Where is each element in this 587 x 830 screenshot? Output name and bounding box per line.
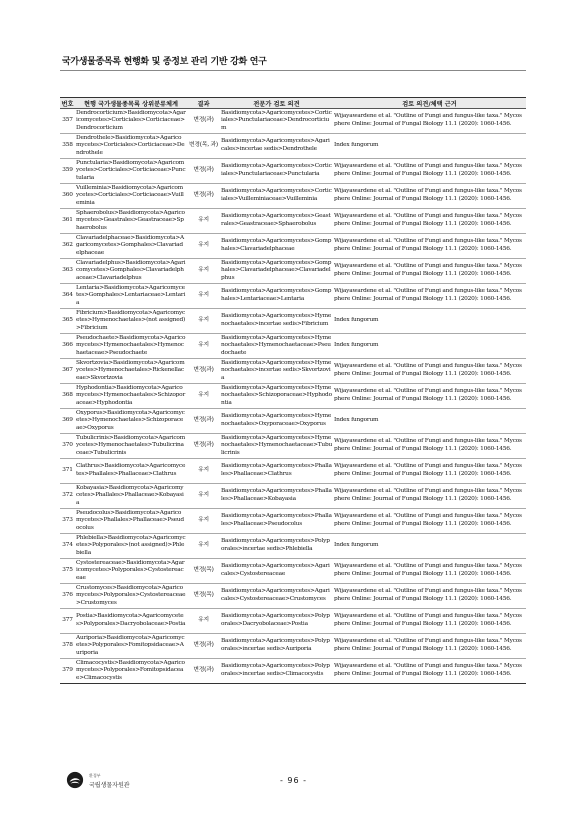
expert-opinion-cell: Basidiomycota>Agaricomycetes>Agaricales>incertae sedis>Dendrothele <box>220 134 333 159</box>
result-cell: 유지 <box>187 234 220 259</box>
result-cell: 변경(과) <box>187 359 220 384</box>
row-number: 357 <box>60 109 75 134</box>
review-basis-cell: Wijayawardene et al. "Outline of Fungi and fungus-like taxa." Mycosphere Online: Journal of Fungal Biology 11.1 (2020): 1060-1456. <box>333 634 526 659</box>
table-row <box>60 209 526 234</box>
row-number: 371 <box>60 459 75 484</box>
current-classification-cell: Clavariadelphaceae>Basidiomycota>Agaricomycetes>Gomphales>Clavariadelphaceae <box>75 234 187 259</box>
result-cell: 변경(과) <box>187 109 220 134</box>
current-classification-cell: Vuilleminia>Basidiomycota>Agaricomycetes>Corticiales>Corticiaceae>Vuilleminia <box>75 184 187 209</box>
review-basis-cell: Wijayawardene et al. "Outline of Fungi and fungus-like taxa." Mycosphere Online: Journal of Fungal Biology 11.1 (2020): 1060-1456. <box>333 359 526 384</box>
row-number: 360 <box>60 184 75 209</box>
row-number: 361 <box>60 209 75 234</box>
table-row <box>60 659 526 684</box>
row-number: 358 <box>60 134 75 159</box>
result-cell: 변경(과) <box>187 659 220 684</box>
table-header-row <box>60 98 526 109</box>
current-classification-cell: Hyphodontia>Basidiomycota>Agaricomycetes>Hymenochaetales>Schizoporaceae>Hyphodontia <box>75 384 187 409</box>
review-basis-cell: Wijayawardene et al. "Outline of Fungi and fungus-like taxa." Mycosphere Online: Journal of Fungal Biology 11.1 (2020): 1060-1456. <box>333 659 526 684</box>
review-basis-cell: Index fungorum <box>333 534 526 559</box>
expert-opinion-cell: Basidiomycota>Agaricomycetes>Hymenochaetales>Hymenochaetaceae>Tubulicrinis <box>220 434 333 459</box>
result-cell: 유지 <box>187 509 220 534</box>
row-number: 376 <box>60 584 75 609</box>
table-row <box>60 384 526 409</box>
review-basis-cell: Wijayawardene et al. "Outline of Fungi and fungus-like taxa." Mycosphere Online: Journal of Fungal Biology 11.1 (2020): 1060-1456. <box>333 284 526 309</box>
review-basis-cell: Wijayawardene et al. "Outline of Fungi and fungus-like taxa." Mycosphere Online: Journal of Fungal Biology 11.1 (2020): 1060-1456. <box>333 559 526 584</box>
page-number: - 96 - <box>279 776 308 785</box>
current-classification-cell: Sphaerobolus>Basidiomycota>Agaricomycetes>Geastrales>Geastraceae>Sphaerobolus <box>75 209 187 234</box>
table-row <box>60 284 526 309</box>
table-row <box>60 559 526 584</box>
table-row <box>60 459 526 484</box>
result-cell: 유지 <box>187 484 220 509</box>
current-classification-cell: Phlebiella>Basidiomycota>Agaricomycetes>Polyporales>(not assigned)>Phlebiella <box>75 534 187 559</box>
review-basis-cell: Wijayawardene et al. "Outline of Fungi and fungus-like taxa." Mycosphere Online: Journal of Fungal Biology 11.1 (2020): 1060-1456. <box>333 209 526 234</box>
expert-opinion-cell: Basidiomycota>Agaricomycetes>Hymenochaetales>Schizoporaceae>Hyphodontia <box>220 384 333 409</box>
row-number: 372 <box>60 484 75 509</box>
row-number: 362 <box>60 234 75 259</box>
table-body <box>60 109 526 684</box>
current-classification-cell: Clathrus>Basidiomycota>Agaricomycetes>Phallales>Phallaceae>Clathrus <box>75 459 187 484</box>
column-header-review-basis: 검토 의견/체택 근거 <box>333 98 526 109</box>
review-basis-cell: Wijayawardene et al. "Outline of Fungi and fungus-like taxa." Mycosphere Online: Journal of Fungal Biology 11.1 (2020): 1060-1456. <box>333 434 526 459</box>
table-row <box>60 234 526 259</box>
current-classification-cell: Fibricium>Basidiomycota>Agaricomycetes>Hymenochaetales>(not assigned)>Fibricium <box>75 309 187 334</box>
current-classification-cell: Dendrothele>Basidiomycota>Agaricomycetes>Corticiales>Corticiaceae>Dendrothele <box>75 134 187 159</box>
expert-opinion-cell: Basidiomycota>Agaricomycetes>Agaricales>Cystostereaceae <box>220 559 333 584</box>
table-row <box>60 184 526 209</box>
row-number: 377 <box>60 609 75 634</box>
row-number: 375 <box>60 559 75 584</box>
review-basis-cell: Wijayawardene et al. "Outline of Fungi and fungus-like taxa." Mycosphere Online: Journal of Fungal Biology 11.1 (2020): 1060-1456. <box>333 384 526 409</box>
expert-opinion-cell: Basidiomycota>Agaricomycetes>Hymenochaetales>Oxyporaceae>Oxyporus <box>220 409 333 434</box>
review-basis-cell: Wijayawardene et al. "Outline of Fungi and fungus-like taxa." Mycosphere Online: Journal of Fungal Biology 11.1 (2020): 1060-1456. <box>333 509 526 534</box>
row-number: 366 <box>60 334 75 359</box>
row-number: 363 <box>60 259 75 284</box>
header-divider <box>60 70 526 71</box>
expert-opinion-cell: Basidiomycota>Agaricomycetes>Polyporales>incertae sedis>Climacocystis <box>220 659 333 684</box>
table-row <box>60 409 526 434</box>
review-basis-cell: Index fungorum <box>333 334 526 359</box>
expert-opinion-cell: Basidiomycota>Agaricomycetes>Polyporales>incertae sedis>Auriporia <box>220 634 333 659</box>
row-number: 365 <box>60 309 75 334</box>
current-classification-cell: Oxyporus>Basidiomycota>Agaricomycetes>Hymenochaetales>Schizoporaceae>Oxyporus <box>75 409 187 434</box>
result-cell: 유지 <box>187 609 220 634</box>
current-classification-cell: Crustomyces>Basidiomycota>Agaricomycetes>Polyporales>Cystostereaceae>Crustomyces <box>75 584 187 609</box>
expert-opinion-cell: Basidiomycota>Agaricomycetes>Phallales>Phallaceae>Pseudocolus <box>220 509 333 534</box>
review-basis-cell: Wijayawardene et al. "Outline of Fungi and fungus-like taxa." Mycosphere Online: Journal of Fungal Biology 11.1 (2020): 1060-1456. <box>333 234 526 259</box>
current-classification-cell: Cystostereaceae>Basidiomycota>Agaricomycetes>Polyporales>Cystostereaceae <box>75 559 187 584</box>
current-classification-cell: Postia>Basidiomycota>Agaricomycetes>Polyporales>Dacryobolaceae>Postia <box>75 609 187 634</box>
institute-name: 국립생물자원관 <box>89 782 130 789</box>
taxonomy-review-table <box>60 97 526 684</box>
current-classification-cell: Pseudocolus>Basidiomycota>Agaricomycetes>Phallales>Phallaceae>Pseudocolus <box>75 509 187 534</box>
review-basis-cell: Wijayawardene et al. "Outline of Fungi and fungus-like taxa." Mycosphere Online: Journal of Fungal Biology 11.1 (2020): 1060-1456. <box>333 109 526 134</box>
review-basis-cell: Wijayawardene et al. "Outline of Fungi and fungus-like taxa." Mycosphere Online: Journal of Fungal Biology 11.1 (2020): 1060-1456. <box>333 459 526 484</box>
row-number: 364 <box>60 284 75 309</box>
table-row <box>60 259 526 284</box>
result-cell: 변경(과) <box>187 434 220 459</box>
row-number: 379 <box>60 659 75 684</box>
ministry-label: 환경부 <box>89 773 101 778</box>
result-cell: 변경(과) <box>187 184 220 209</box>
review-basis-cell: Wijayawardene et al. "Outline of Fungi and fungus-like taxa." Mycosphere Online: Journal of Fungal Biology 11.1 (2020): 1060-1456. <box>333 259 526 284</box>
row-number: 368 <box>60 384 75 409</box>
review-basis-cell: Wijayawardene et al. "Outline of Fungi and fungus-like taxa." Mycosphere Online: Journal of Fungal Biology 11.1 (2020): 1060-1456. <box>333 609 526 634</box>
result-cell: 변경(과) <box>187 634 220 659</box>
row-number: 374 <box>60 534 75 559</box>
row-number: 369 <box>60 409 75 434</box>
row-number: 378 <box>60 634 75 659</box>
running-header-title: 국가생물종목록 현행화 및 종정보 관리 기반 강화 연구 <box>62 57 267 67</box>
column-header-current-classification: 현행 국가생물종목록 상위분류체계 <box>75 98 187 109</box>
current-classification-cell: Kobayasia>Basidiomycota>Agaricomycetes>Phallales>Phallaceae>Kobayasia <box>75 484 187 509</box>
table-row <box>60 484 526 509</box>
expert-opinion-cell: Basidiomycota>Agaricomycetes>Gomphales>Clavariadelphaceae>Clavariadelphus <box>220 259 333 284</box>
column-header-result: 결과 <box>187 98 220 109</box>
expert-opinion-cell: Basidiomycota>Agaricomycetes>Corticiales>Punctulariaceae>Dendrocorticium <box>220 109 333 134</box>
current-classification-cell: Punctularia>Basidiomycota>Agaricomycetes>Corticiales>Corticiaceae>Punctularia <box>75 159 187 184</box>
result-cell: 변경(목) <box>187 584 220 609</box>
review-basis-cell: Wijayawardene et al. "Outline of Fungi and fungus-like taxa." Mycosphere Online: Journal of Fungal Biology 11.1 (2020): 1060-1456. <box>333 184 526 209</box>
table-row <box>60 134 526 159</box>
result-cell: 변경(과) <box>187 409 220 434</box>
result-cell: 변경(목, 과) <box>187 134 220 159</box>
column-header-expert-opinion: 전문가 검토 의견 <box>220 98 333 109</box>
table-row <box>60 534 526 559</box>
review-basis-cell: Wijayawardene et al. "Outline of Fungi and fungus-like taxa." Mycosphere Online: Journal of Fungal Biology 11.1 (2020): 1060-1456. <box>333 484 526 509</box>
current-classification-cell: Pseudochaete>Basidiomycota>Agaricomycetes>Hymenochaetales>Hymenochaetaceae>Pseudochaete <box>75 334 187 359</box>
expert-opinion-cell: Basidiomycota>Agaricomycetes>Corticiales>Punctulariaceae>Punctularia <box>220 159 333 184</box>
table-row <box>60 159 526 184</box>
result-cell: 유지 <box>187 534 220 559</box>
result-cell: 유지 <box>187 309 220 334</box>
current-classification-cell: Auriporia>Basidiomycota>Agaricomycetes>Polyporales>Fomitopsidaceae>Auriporia <box>75 634 187 659</box>
expert-opinion-cell: Basidiomycota>Agaricomycetes>Gomphales>Clavariadelphaceae <box>220 234 333 259</box>
expert-opinion-cell: Basidiomycota>Agaricomycetes>Corticiales>Vuilleminiaceae>Vuilleminia <box>220 184 333 209</box>
row-number: 367 <box>60 359 75 384</box>
table-row <box>60 634 526 659</box>
table-row <box>60 109 526 134</box>
current-classification-cell: Tubulicrinis>Basidiomycota>Agaricomycetes>Hymenochaetales>Tubulicrinaceae>Tubulicrinis <box>75 434 187 459</box>
expert-opinion-cell: Basidiomycota>Agaricomycetes>Polyporales>Dacryobolaceae>Postia <box>220 609 333 634</box>
expert-opinion-cell: Basidiomycota>Agaricomycetes>Phallales>Phallaceae>Clathrus <box>220 459 333 484</box>
current-classification-cell: Skvortzovia>Basidiomycota>Agaricomycetes>Hymenochaetales>Rickenellaceae>Skvortzovia <box>75 359 187 384</box>
current-classification-cell: Climacocystis>Basidiomycota>Agaricomycetes>Polyporales>Fomitopsidaceae>Climacocystis <box>75 659 187 684</box>
current-classification-cell: Dendrocorticium>Basidiomycota>Agaricomycetes>Corticiales>Corticiaceae>Dendrocorticium <box>75 109 187 134</box>
table-row <box>60 609 526 634</box>
expert-opinion-cell: Basidiomycota>Agaricomycetes>Polyporales>incertae sedis>Phlebiella <box>220 534 333 559</box>
review-basis-cell: Index fungorum <box>333 134 526 159</box>
result-cell: 유지 <box>187 459 220 484</box>
table-row <box>60 359 526 384</box>
result-cell: 유지 <box>187 209 220 234</box>
expert-opinion-cell: Basidiomycota>Agaricomycetes>Hymenochaetales>Hymenochaetaceae>Pseudochaete <box>220 334 333 359</box>
row-number: 370 <box>60 434 75 459</box>
review-basis-cell: Index fungorum <box>333 309 526 334</box>
table-row <box>60 434 526 459</box>
table-row <box>60 509 526 534</box>
current-classification-cell: Lentaria>Basidiomycota>Agaricomycetes>Gomphales>Lentariaceae>Lentaria <box>75 284 187 309</box>
result-cell: 유지 <box>187 284 220 309</box>
review-basis-cell: Wijayawardene et al. "Outline of Fungi and fungus-like taxa." Mycosphere Online: Journal of Fungal Biology 11.1 (2020): 1060-1456. <box>333 159 526 184</box>
expert-opinion-cell: Basidiomycota>Agaricomycetes>Phallales>Phallaceae>Kobayasia <box>220 484 333 509</box>
result-cell: 유지 <box>187 384 220 409</box>
current-classification-cell: Clavariadelphus>Basidiomycota>Agaricomycetes>Gomphales>Clavariadelphaceae>Clavariadelphus <box>75 259 187 284</box>
expert-opinion-cell: Basidiomycota>Agaricomycetes>Hymenochaetales>incertae sedis>Skvortzovia <box>220 359 333 384</box>
result-cell: 유지 <box>187 259 220 284</box>
table-row <box>60 334 526 359</box>
expert-opinion-cell: Basidiomycota>Agaricomycetes>Geastrales>Geastraceae>Sphaerobolus <box>220 209 333 234</box>
expert-opinion-cell: Basidiomycota>Agaricomycetes>Gomphales>Lentariaceae>Lentaria <box>220 284 333 309</box>
row-number: 373 <box>60 509 75 534</box>
result-cell: 변경(목) <box>187 559 220 584</box>
review-basis-cell: Index fungorum <box>333 409 526 434</box>
result-cell: 유지 <box>187 334 220 359</box>
table-row <box>60 584 526 609</box>
expert-opinion-cell: Basidiomycota>Agaricomycetes>Agaricales>Cystostereaceae>Crustomyces <box>220 584 333 609</box>
result-cell: 변경(과) <box>187 159 220 184</box>
row-number: 359 <box>60 159 75 184</box>
column-header-number: 번호 <box>60 98 75 109</box>
expert-opinion-cell: Basidiomycota>Agaricomycetes>Hymenochaetales>incertae sedis>Fibricium <box>220 309 333 334</box>
table-row <box>60 309 526 334</box>
review-basis-cell: Wijayawardene et al. "Outline of Fungi and fungus-like taxa." Mycosphere Online: Journal of Fungal Biology 11.1 (2020): 1060-1456. <box>333 584 526 609</box>
